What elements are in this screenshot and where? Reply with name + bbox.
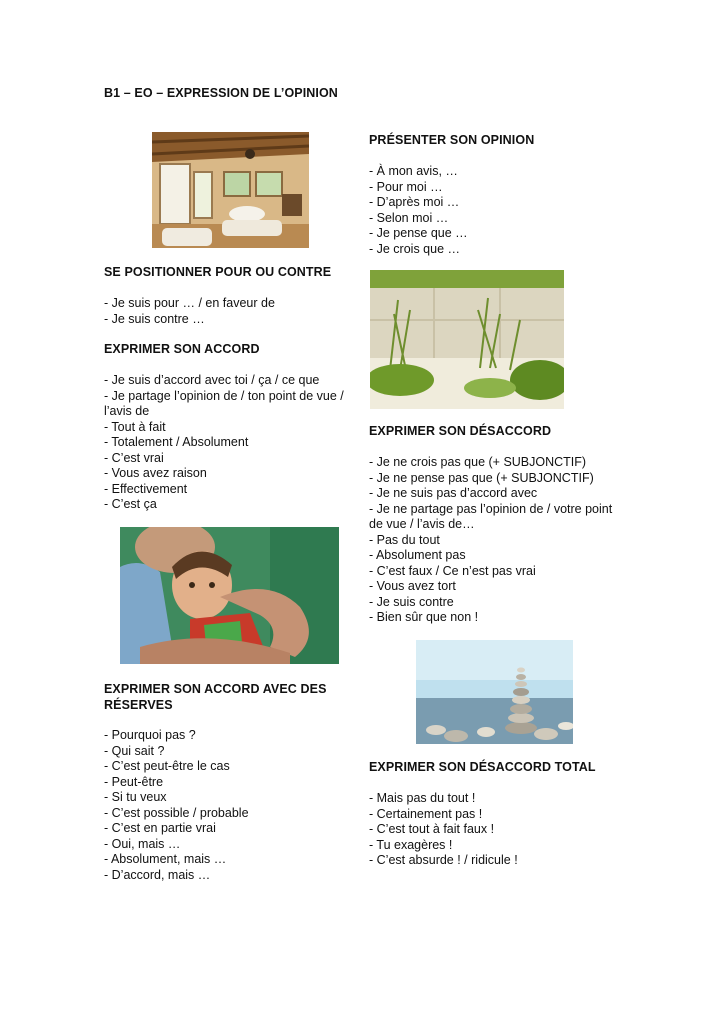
list-item: - Je ne suis pas d’accord avec [369, 486, 538, 500]
page-title: B1 – EO – EXPRESSION DE L’OPINION [104, 86, 338, 100]
list-item: - À mon avis, … [369, 164, 458, 178]
list-item: - Bien sûr que non ! [369, 610, 479, 624]
list-item: - C’est ça [104, 497, 157, 511]
father-son-photo [120, 527, 339, 664]
plants-photo [370, 270, 564, 409]
accord-list [104, 373, 354, 513]
desaccord-list [369, 455, 629, 626]
list-item: - C’est faux / Ce n’est pas vrai [369, 563, 536, 578]
list-item: - Pour moi … [369, 179, 443, 194]
total-list [369, 791, 518, 869]
list-item: - Je suis contre [369, 594, 454, 609]
reserves-heading-line2: RÉSERVES [104, 698, 173, 712]
desaccord-heading: EXPRIMER SON DÉSACCORD [369, 424, 552, 438]
list-item: - Je crois que … [369, 241, 461, 256]
list-item: - C’est vrai [104, 450, 164, 465]
list-item: - Tout à fait [104, 419, 166, 434]
list-item: - D’après moi … [369, 195, 460, 209]
list-item: - Selon moi … [369, 210, 449, 225]
list-item: - Je suis contre … [104, 311, 205, 326]
positionner-heading: SE POSITIONNER POUR OU CONTRE [104, 265, 332, 279]
presenter-heading: PRÉSENTER SON OPINION [369, 133, 535, 147]
total-heading: EXPRIMER SON DÉSACCORD TOTAL [369, 760, 596, 774]
accord-heading: EXPRIMER SON ACCORD [104, 342, 260, 356]
list-item: - Totalement / Absolument [104, 435, 249, 449]
list-item: - Vous avez raison [104, 466, 207, 480]
list-item: - Tu exagères ! [369, 837, 453, 852]
list-item: - Oui, mais … [104, 836, 181, 851]
list-item: - Absolument, mais … [104, 852, 227, 866]
list-item: - Qui sait ? [104, 743, 165, 758]
list-item: - Peut-être [104, 774, 164, 789]
list-item: - Je suis d’accord avec toi / ça / ce que [104, 373, 320, 387]
list-item: - C’est peut-être le cas [104, 759, 230, 773]
reserves-heading-line1: EXPRIMER SON ACCORD AVEC DES [104, 682, 327, 696]
list-item: - Je ne partage pas l’opinion de / votre point de vue / l’avis de… [369, 501, 613, 531]
list-item: - Je ne pense pas que (+ SUBJONCTIF) [369, 470, 594, 485]
list-item: - Je partage l’opinion de / ton point de vue / l’avis de [104, 388, 344, 418]
list-item: - C’est tout à fait faux ! [369, 822, 495, 836]
list-item: - Si tu veux [104, 790, 167, 804]
list-item: - Vous avez tort [369, 579, 456, 593]
reserves-heading [104, 681, 327, 713]
list-item: - Absolument pas [369, 548, 466, 562]
list-item: - Je suis pour … / en faveur de [104, 296, 275, 310]
list-item: - C’est en partie vrai [104, 821, 216, 835]
list-item: - Effectivement [104, 481, 188, 496]
living-room-photo [152, 132, 309, 248]
list-item: - Mais pas du tout ! [369, 791, 476, 805]
list-item: - Je pense que … [369, 226, 468, 240]
positionner-list [104, 296, 275, 327]
list-item: - Je ne crois pas que (+ SUBJONCTIF) [369, 455, 587, 469]
reserves-list [104, 728, 249, 883]
list-item: - C’est possible / probable [104, 805, 249, 820]
presenter-list [369, 164, 468, 257]
list-item: - Certainement pas ! [369, 806, 483, 821]
list-item: - Pas du tout [369, 532, 440, 547]
stone-stack-photo [416, 640, 573, 744]
list-item: - D’accord, mais … [104, 867, 211, 882]
list-item: - C’est absurde ! / ridicule ! [369, 853, 518, 867]
list-item: - Pourquoi pas ? [104, 728, 196, 742]
